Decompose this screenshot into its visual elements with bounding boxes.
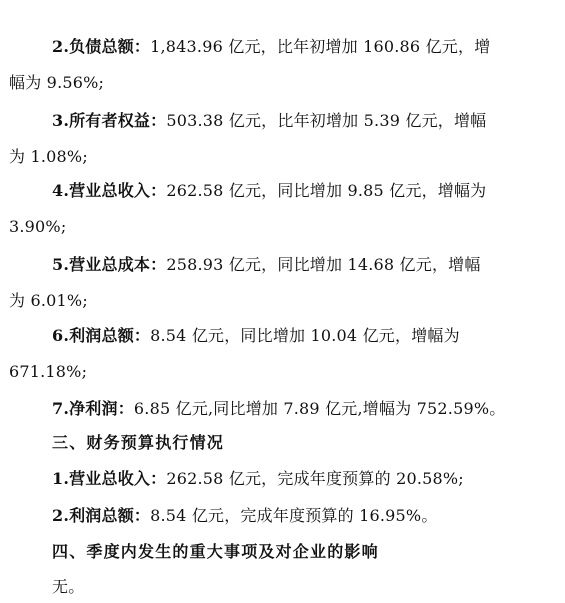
- item-text: 1,843.96 亿元，比年初增加 160.86 亿元，增: [150, 37, 491, 56]
- major-events-body: 无。: [52, 577, 85, 596]
- item-text: 8.54 亿元，同比增加 10.04 亿元，增幅为: [150, 326, 460, 345]
- item-total-revenue: [52, 179, 486, 203]
- item-label: 2.利润总额：: [52, 506, 151, 525]
- item-text: 262.58 亿元，完成年度预算的 20.58%;: [166, 469, 464, 488]
- item-text: 503.38 亿元，比年初增加 5.39 亿元，增幅: [166, 111, 487, 130]
- item-text: 258.93 亿元，同比增加 14.68 亿元，增幅: [166, 255, 481, 274]
- item-text: 8.54 亿元，完成年度预算的 16.95%。: [150, 506, 438, 525]
- item-total-liabilities-cont: [9, 71, 104, 95]
- budget-item-revenue: [52, 467, 464, 491]
- item-label: 3.所有者权益：: [52, 111, 167, 130]
- item-label: 4.营业总收入：: [52, 181, 167, 200]
- item-net-profit: [52, 397, 505, 421]
- item-text: 为 1.08%;: [9, 147, 88, 166]
- item-text: 6.85 亿元,同比增加 7.89 亿元,增幅为 752.59%。: [133, 399, 506, 418]
- item-owners-equity: [52, 109, 486, 133]
- item-text: 3.90%;: [9, 217, 67, 236]
- item-text: 幅为 9.56%;: [9, 73, 105, 92]
- section-heading-major-events: 四、季度内发生的重大事项及对企业的影响: [52, 542, 379, 561]
- item-total-cost: [52, 253, 481, 277]
- item-label: 6.利润总额：: [52, 326, 151, 345]
- item-total-cost-cont: [9, 289, 88, 313]
- item-text: 262.58 亿元，同比增加 9.85 亿元，增幅为: [166, 181, 487, 200]
- budget-item-profit: [52, 504, 438, 528]
- item-total-revenue-cont: [9, 215, 66, 239]
- item-label: 5.营业总成本：: [52, 255, 167, 274]
- item-label: 2.负债总额：: [52, 37, 151, 56]
- item-owners-equity-cont: [9, 145, 88, 169]
- item-label: 1.营业总收入：: [52, 469, 167, 488]
- item-text: 671.18%;: [9, 362, 88, 381]
- item-text: 为 6.01%;: [9, 291, 88, 310]
- section-heading-budget-execution: 三、财务预算执行情况: [52, 433, 225, 452]
- item-total-profit: [52, 324, 460, 348]
- item-total-liabilities: [52, 35, 490, 59]
- item-label: 7.净利润：: [52, 399, 134, 418]
- item-total-profit-cont: [9, 360, 87, 384]
